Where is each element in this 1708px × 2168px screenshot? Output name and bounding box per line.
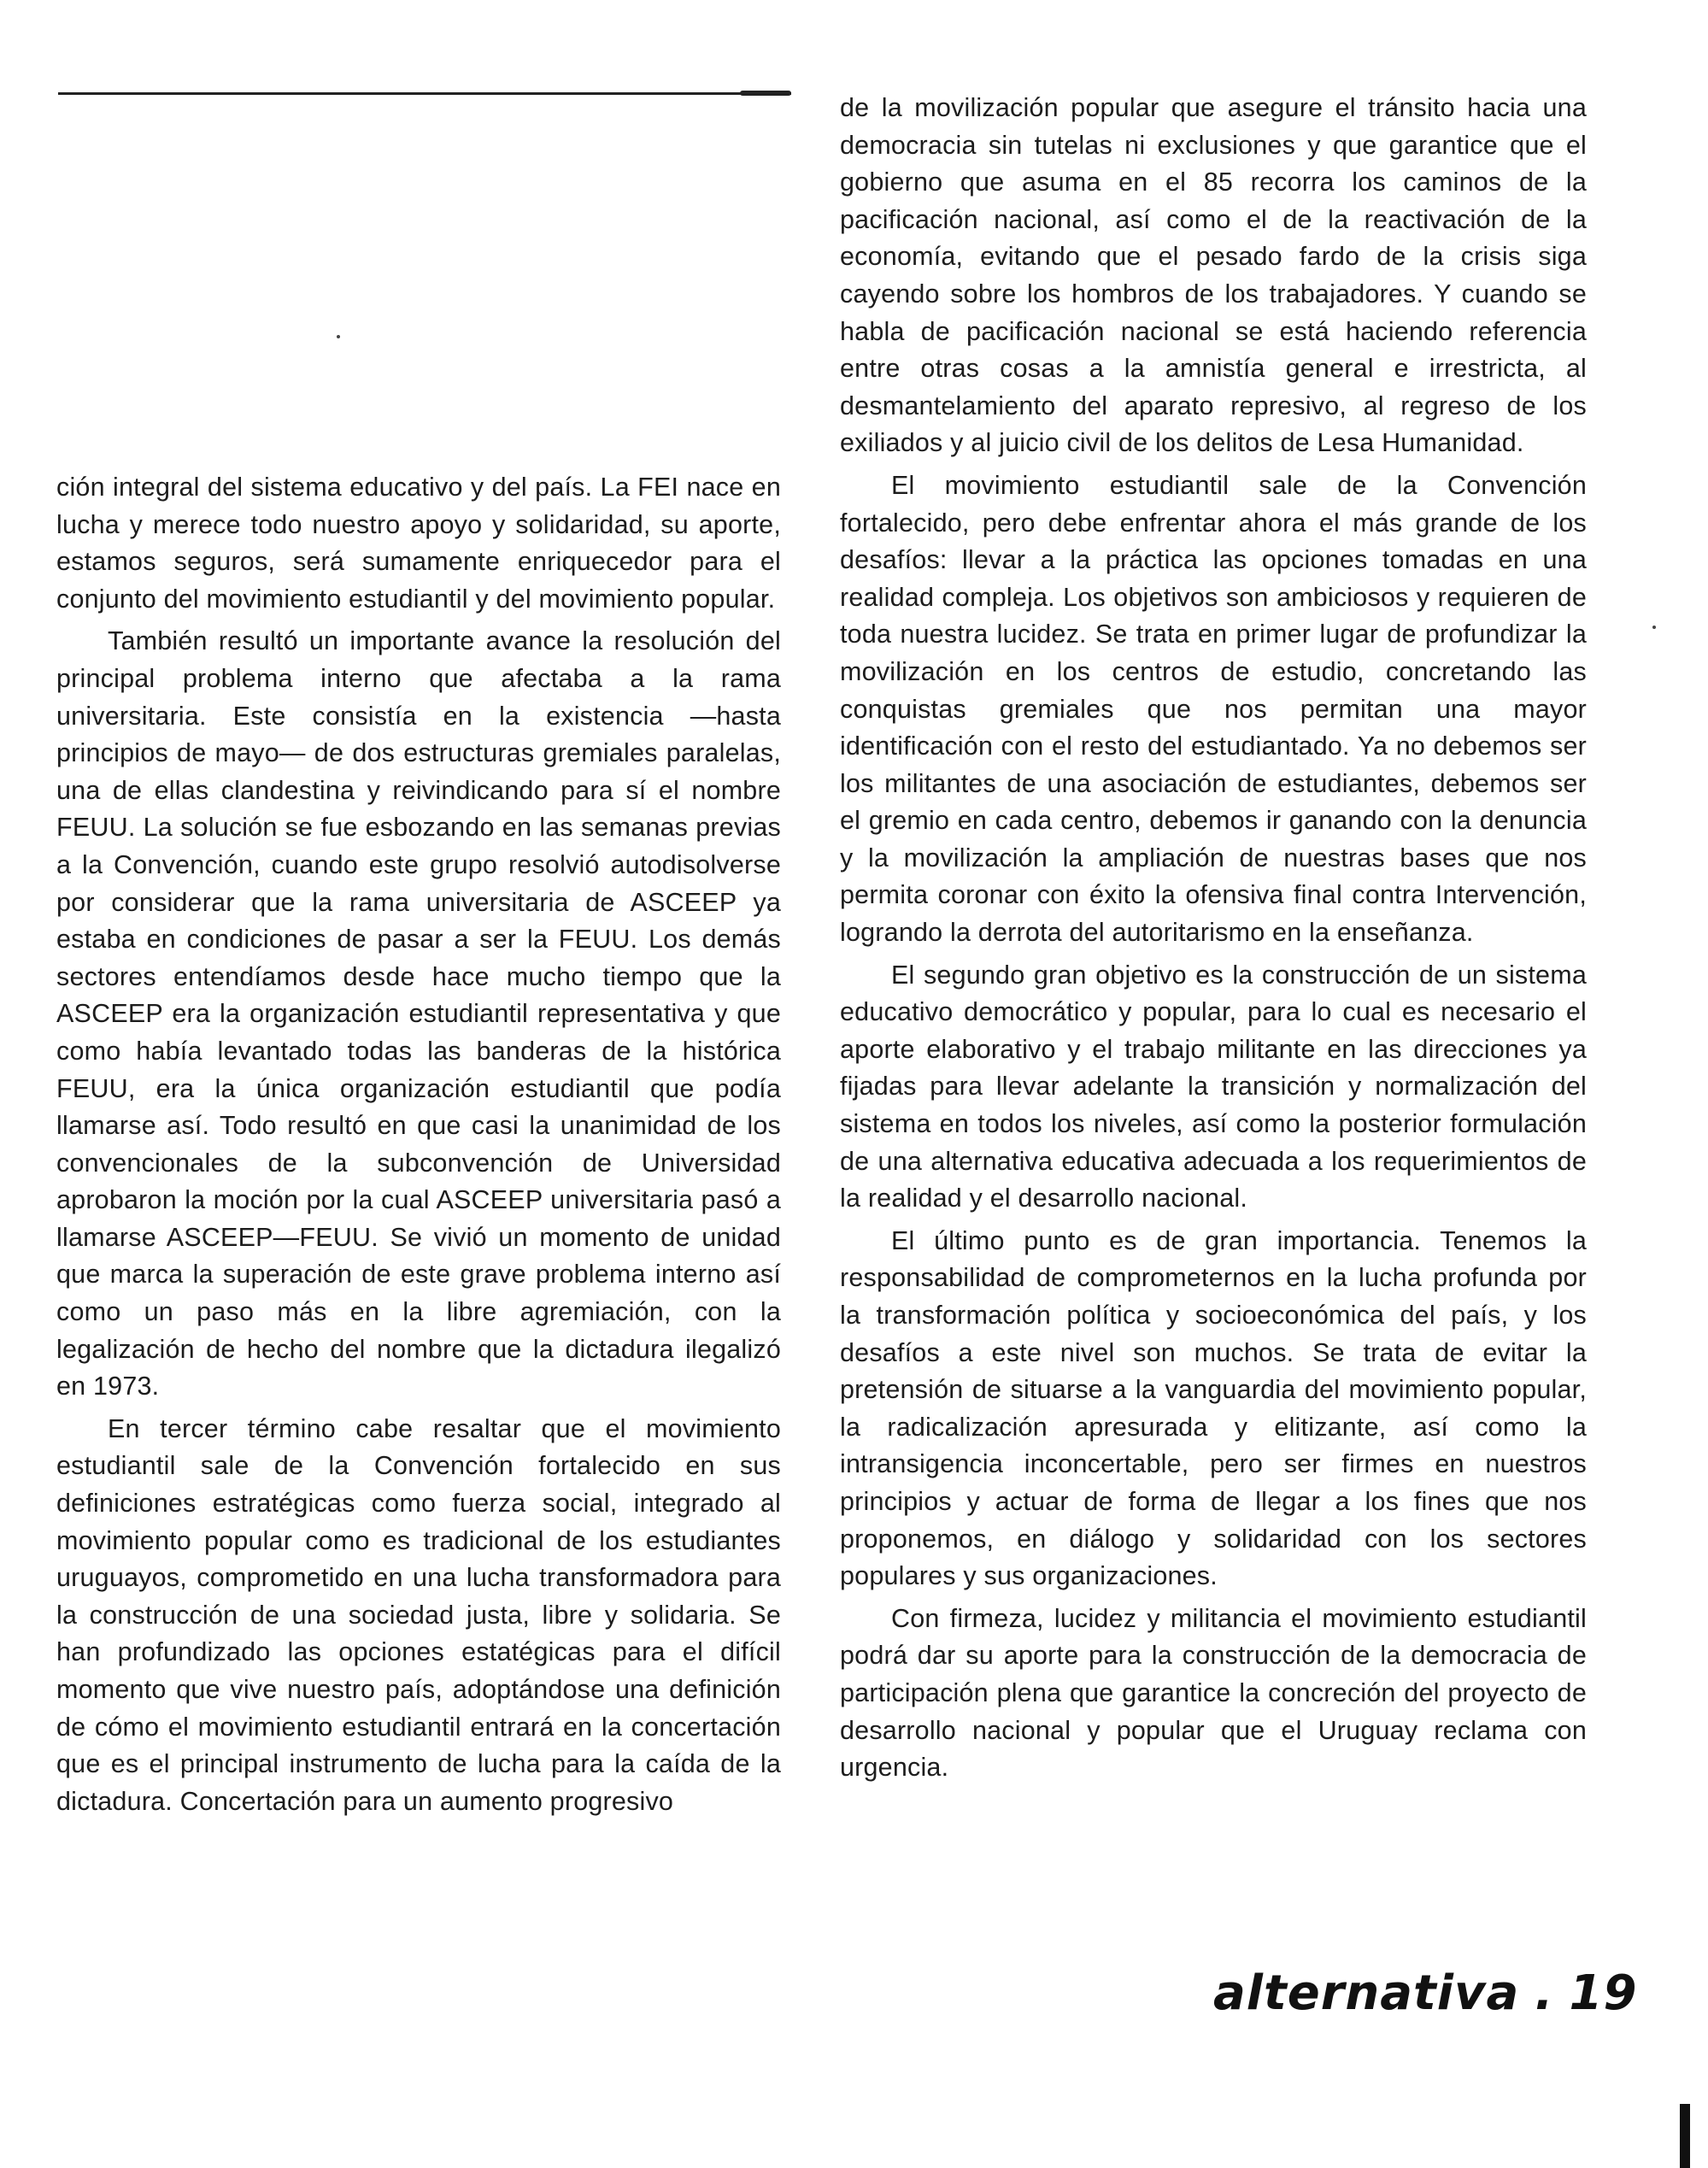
magazine-name: alternativa: [1213, 1965, 1520, 2021]
speck: [337, 335, 340, 338]
paragraph: En tercer término cabe resaltar que el movimiento estudiantil sale de la Convención fortalecido en sus definiciones estratégicas como fuerza social, integrado al movimiento popular como es tradicional de los estudiantes uruguayos, comprometido en una lucha transformadora para la construcción de una sociedad justa, libre y solidaria. Se han profundizado las opciones estatégicas para el difícil momento que vive nuestro país, adoptándose una definición de cómo el movimiento estudiantil entrará en la concertación que es el principal instrumento de lucha para la caída de la dictadura. Concertación para un aumento progresivo: [56, 1413, 781, 1816]
page-footer: [1213, 1965, 1638, 2021]
page-number: 19: [1569, 1965, 1638, 2021]
paragraph: También resultó un importante avance la resolución del principal problema interno que afectaba a la rama universitaria. Este consistía en la existencia —hasta principios de mayo— de dos estructuras gremiales paralelas, una de ellas clandestina y reivindicando para sí el nombre FEUU. La solución se fue esbozando en las semanas previas a la Convención, cuando este grupo resolvió autodisolverse por considerar que la rama universitaria de ASCEEP ya estaba en condiciones de pasar a ser la FEUU. Los demás sectores entendíamos desde hace mucho tiempo que la ASCEEP era la organización estudiantil representativa y que como había levantado todas las banderas de la histórica FEUU, era la única organización estudiantil que podía llamarse así. Todo resultó en que casi la unanimidad de los convencionales de la subconvención de Universidad aprobaron la moción por la cual ASCEEP universitaria pasó a llamarse ASCEEP—FEUU. Se vivió un momento de unidad que marca la superación de este grave problema interno así como un paso más en la libre agremiación, con la legalización de hecho del nombre que la dictadura ilegalizó en 1973.: [56, 626, 781, 1401]
paragraph: El último punto es de gran importancia. Tenemos la responsabilidad de comprometernos en la lucha profunda por la transformación política y socioeconómica del país, y los desafíos a este nivel son muchos. Se trata de evitar la pretensión de situarse a la vanguardia del movimiento popular, la radicalización apresurada y elitizante, así como la intransigencia inconcertable, pero ser firmes en nuestros principios y actuar de forma de llegar a los fines que nos proponemos, en diálogo y solidaridad con los sectores populares y sus organizaciones.: [840, 1225, 1587, 1591]
footer-separator: .: [1535, 1965, 1554, 2021]
paragraph: ción integral del sistema educativo y del país. La FEI nace en lucha y merece todo nuestro apoyo y solidaridad, su aporte, estamos seguros, será sumamente enriquecedor para el conjunto del movimiento estudiantil y del movimiento popular.: [56, 473, 781, 614]
speck: [1652, 626, 1656, 629]
paragraph: Con firmeza, lucidez y militancia el movimiento estudiantil podrá dar su aporte para la construcción de la democracia de participación plena que garantice la concreción del proyecto de desarrollo nacional y popular que el Uruguay reclama con urgencia.: [840, 1603, 1587, 1783]
right-column: [840, 90, 1587, 1787]
top-rule: [58, 92, 791, 95]
paragraph: de la movilización popular que asegure el tránsito hacia una democracia sin tutelas ni exclusiones y que garantice que el gobierno que asuma en el 85 recorra los caminos de la pacificación nacional, así como el de la reactivación de la economía, evitando que el pesado fardo de la crisis siga cayendo sobre los hombros de los trabajadores. Y cuando se habla de pacificación nacional se está haciendo referencia entre otras cosas a la amnistía general e irrestricta, al desmantelamiento del aparato represivo, al regreso de los exiliados y al juicio civil de los delitos de Lesa Humanidad.: [840, 93, 1587, 458]
paragraph: El movimiento estudiantil sale de la Convención fortalecido, pero debe enfrentar ahora el más grande de los desafíos: llevar a la práctica las opciones tomadas en una realidad compleja. Los objetivos son ambiciosos y requieren de toda nuestra lucidez. Se trata en primer lugar de profundizar la movilización en los centros de estudio, concretando las conquistas gremiales que nos permitan una mayor identificación con el resto del estudiantado. Ya no debemos ser los militantes de una asociación de estudiantes, debemos ser el gremio en cada centro, debemos ir ganando con la denuncia y la movilización la ampliación de nuestras bases que nos permita coronar con éxito la ofensiva final contra Intervención, logrando la derrota del autoritarismo en la enseñanza.: [840, 470, 1587, 948]
left-column: [56, 469, 781, 1820]
paragraph: El segundo gran objetivo es la construcción de un sistema educativo democrático y popular, para lo cual es necesario el aporte elaborativo y el trabajo militante en las direcciones ya fijadas para llevar adelante la transición y normalización del sistema en todos los niveles, así como la posterior formulación de una alternativa educativa adecuada a los requerimientos de la realidad y el desarrollo nacional.: [840, 960, 1587, 1213]
page-edge-mark: [1680, 2104, 1690, 2168]
